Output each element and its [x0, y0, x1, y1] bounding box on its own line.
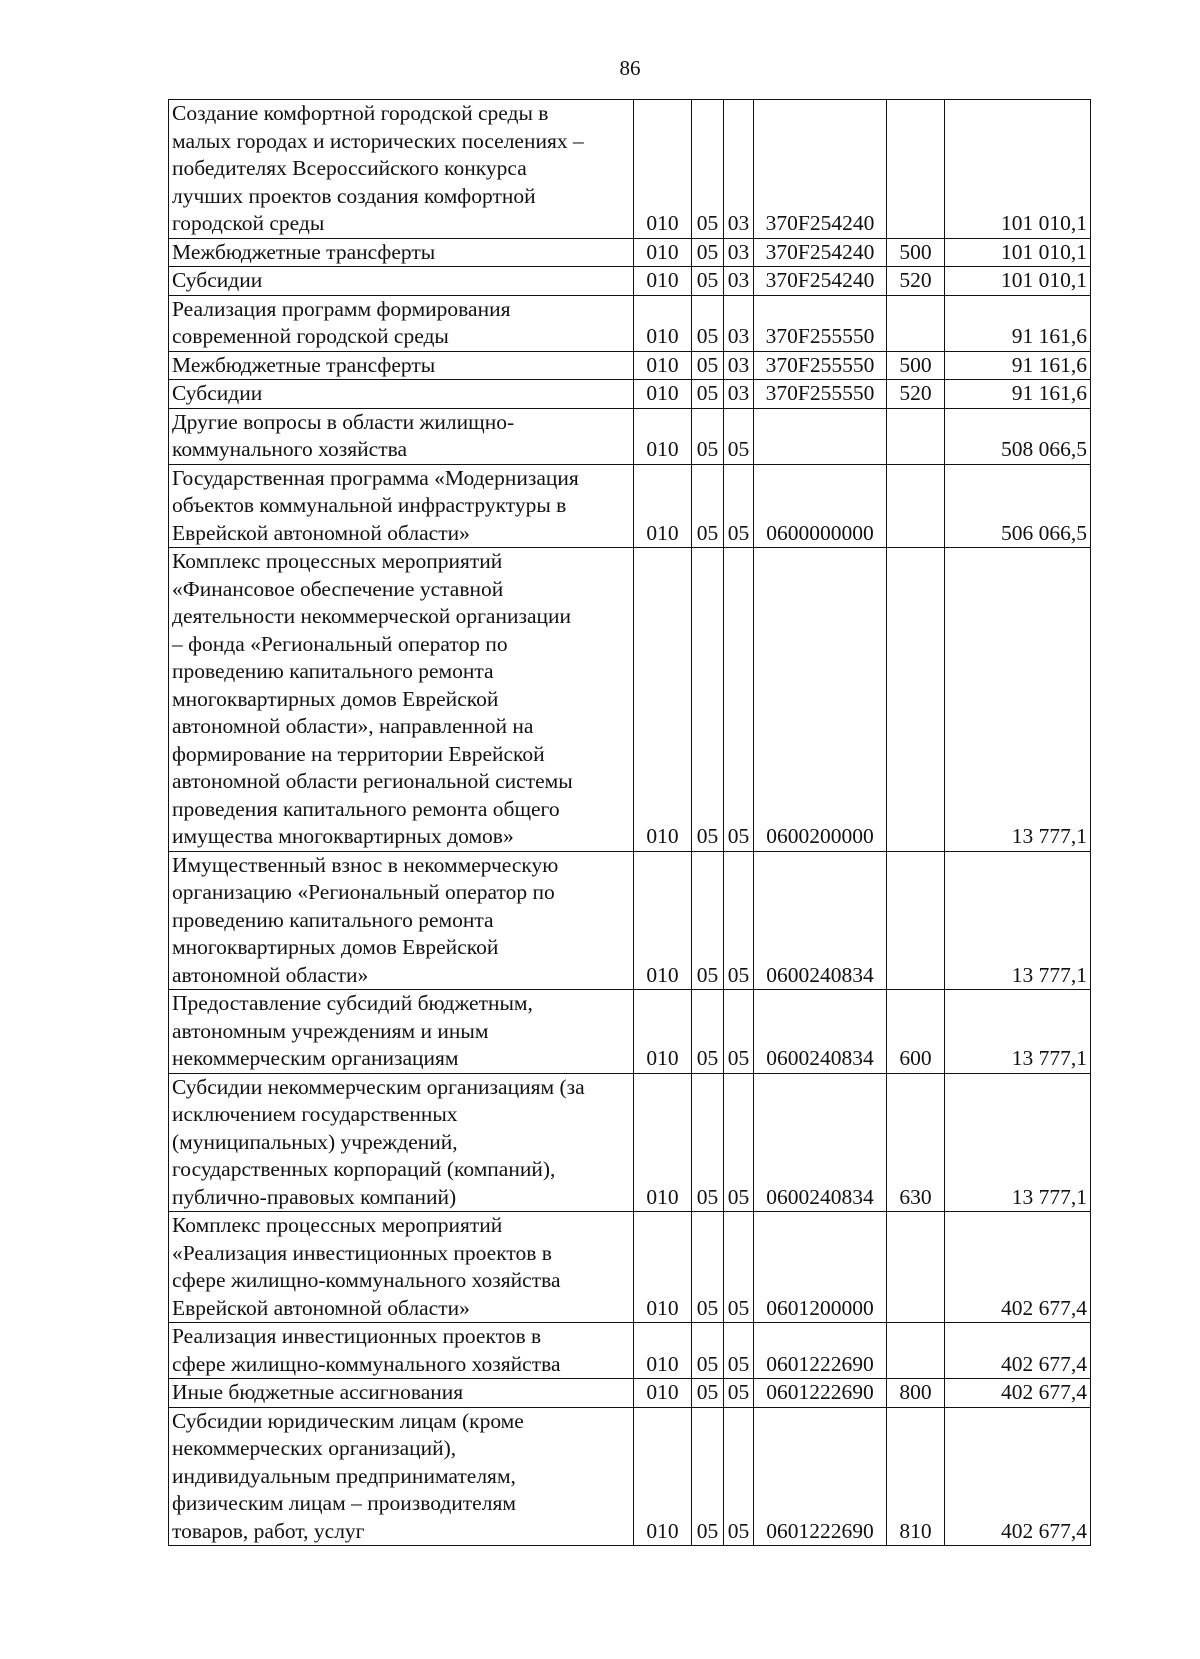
subsection-code-cell: 05 [724, 851, 754, 990]
subsection-code-cell: 05 [724, 1407, 754, 1546]
item-name-line: Межбюджетные трансферты [172, 352, 436, 377]
expense-type-cell: 500 [887, 238, 945, 267]
table-row [169, 100, 1091, 239]
ministry-code-cell: 010 [634, 1212, 692, 1323]
budget-table [168, 99, 1091, 1546]
table-row [169, 1212, 1091, 1323]
item-name-cell [169, 408, 634, 464]
section-code-cell: 05 [692, 1407, 724, 1546]
item-name-line: проведению капитального ремонта [172, 907, 494, 932]
table-row [169, 851, 1091, 990]
section-code-cell: 05 [692, 351, 724, 380]
table-row [169, 408, 1091, 464]
subsection-code-cell: 05 [724, 990, 754, 1074]
item-name-line: исключением государственных [172, 1102, 458, 1126]
item-name-line: некоммерческим организациям [172, 1046, 459, 1070]
item-name-line: «Финансовое обеспечение уставной [172, 576, 504, 601]
ministry-code-cell: 010 [634, 295, 692, 351]
expense-type-cell: 520 [887, 380, 945, 409]
amount-cell: 506 066,5 [945, 464, 1091, 548]
ministry-code-cell: 010 [634, 990, 692, 1074]
amount-cell: 13 777,1 [945, 851, 1091, 990]
item-name-line: Субсидии [172, 381, 263, 405]
item-name-line: имущества многоквартирных домов» [172, 824, 514, 848]
item-name-cell [169, 100, 634, 239]
amount-cell: 13 777,1 [945, 1073, 1091, 1212]
ministry-code-cell: 010 [634, 408, 692, 464]
section-code-cell: 05 [692, 851, 724, 990]
item-name-line: многоквартирных домов Еврейской [172, 686, 499, 711]
target-article-cell: 0601222690 [754, 1379, 887, 1408]
table-row [169, 1073, 1091, 1212]
ministry-code-cell: 010 [634, 238, 692, 267]
expense-type-cell [887, 851, 945, 990]
item-name-line: Реализация программ формирования [172, 296, 511, 321]
target-article-cell: 0600200000 [754, 548, 887, 852]
table-row [169, 238, 1091, 267]
item-name-line: Создание комфортной городской среды в [172, 101, 549, 125]
ministry-code-cell: 010 [634, 351, 692, 380]
item-name-line: объектов коммунальной инфраструктуры в [172, 493, 567, 517]
item-name-line: Комплекс процессных мероприятий [172, 549, 503, 573]
item-name-cell [169, 851, 634, 990]
subsection-code-cell: 05 [724, 548, 754, 852]
expense-type-cell [887, 1323, 945, 1379]
page-number: 86 [619, 56, 641, 80]
section-code-cell: 05 [692, 1212, 724, 1323]
item-name-line: сфере жилищно-коммунального хозяйства [172, 1268, 561, 1292]
table-row [169, 380, 1091, 409]
item-name-line: некоммерческих организаций), [172, 1436, 457, 1460]
section-code-cell: 05 [692, 464, 724, 548]
expense-type-cell: 800 [887, 1379, 945, 1408]
item-name-line: Еврейской автономной области» [172, 520, 470, 545]
amount-cell: 91 161,6 [945, 380, 1091, 409]
table-row [169, 1407, 1091, 1546]
target-article-cell: 370F255550 [754, 380, 887, 409]
target-article-cell [754, 408, 887, 464]
expense-type-cell [887, 464, 945, 548]
section-code-cell: 05 [692, 100, 724, 239]
subsection-code-cell: 03 [724, 351, 754, 380]
item-name-line: товаров, работ, услуг [172, 1518, 365, 1543]
item-name-line: физическим лицам – производителям [172, 1491, 516, 1515]
expense-type-cell [887, 1212, 945, 1323]
item-name-line: – фонда «Региональный оператор по [172, 631, 508, 656]
ministry-code-cell: 010 [634, 548, 692, 852]
ministry-code-cell: 010 [634, 1073, 692, 1212]
item-name-cell [169, 1323, 634, 1379]
item-name-line: малых городах и исторических поселениях – [172, 128, 584, 153]
target-article-cell: 370F255550 [754, 351, 887, 380]
item-name-line: коммунального хозяйства [172, 437, 408, 461]
amount-cell: 13 777,1 [945, 548, 1091, 852]
expense-type-cell [887, 408, 945, 464]
item-name-cell [169, 464, 634, 548]
amount-cell: 402 677,4 [945, 1212, 1091, 1323]
subsection-code-cell: 05 [724, 408, 754, 464]
expense-type-cell: 810 [887, 1407, 945, 1546]
section-code-cell: 05 [692, 267, 724, 296]
subsection-code-cell: 05 [724, 1323, 754, 1379]
ministry-code-cell: 010 [634, 1323, 692, 1379]
amount-cell: 508 066,5 [945, 408, 1091, 464]
item-name-line: проведению капитального ремонта [172, 659, 494, 683]
item-name-cell [169, 267, 634, 296]
target-article-cell: 370F255550 [754, 295, 887, 351]
ministry-code-cell: 010 [634, 1379, 692, 1408]
item-name-line: Комплекс процессных мероприятий [172, 1213, 503, 1237]
amount-cell: 402 677,4 [945, 1379, 1091, 1408]
section-code-cell: 05 [692, 548, 724, 852]
table-row [169, 548, 1091, 852]
item-name-line: автономным учреждениям и иным [172, 1018, 489, 1043]
table-row [169, 1379, 1091, 1408]
subsection-code-cell: 05 [724, 464, 754, 548]
table-row [169, 464, 1091, 548]
item-name-line: Еврейской автономной области» [172, 1295, 470, 1320]
item-name-line: Государственная программа «Модернизация [172, 465, 579, 490]
target-article-cell: 370F254240 [754, 267, 887, 296]
amount-cell: 101 010,1 [945, 267, 1091, 296]
subsection-code-cell: 05 [724, 1212, 754, 1323]
section-code-cell: 05 [692, 990, 724, 1074]
section-code-cell: 05 [692, 1379, 724, 1408]
ministry-code-cell: 010 [634, 100, 692, 239]
table-body [169, 100, 1091, 1546]
item-name-line: деятельности некоммерческой организации [172, 604, 572, 628]
item-name-line: Субсидии [172, 268, 263, 292]
item-name-line: формирование на территории Еврейской [172, 741, 545, 766]
item-name-line: многоквартирных домов Еврейской [172, 935, 499, 959]
item-name-cell [169, 238, 634, 267]
item-name-cell [169, 351, 634, 380]
item-name-cell [169, 990, 634, 1074]
item-name-line: городской среды [172, 211, 325, 235]
item-name-line: организацию «Региональный оператор по [172, 880, 555, 904]
item-name-line: публично-правовых компаний) [172, 1184, 457, 1209]
item-name-line: Имущественный взнос в некоммерческую [172, 852, 559, 877]
item-name-line: лучших проектов создания комфортной [172, 183, 536, 208]
amount-cell: 402 677,4 [945, 1407, 1091, 1546]
target-article-cell: 0601222690 [754, 1323, 887, 1379]
expense-type-cell [887, 100, 945, 239]
subsection-code-cell: 03 [724, 238, 754, 267]
amount-cell: 101 010,1 [945, 238, 1091, 267]
amount-cell: 13 777,1 [945, 990, 1091, 1074]
item-name-line: Субсидии некоммерческим организациям (за [172, 1074, 585, 1099]
item-name-line: индивидуальным предпринимателям, [172, 1463, 516, 1488]
ministry-code-cell: 010 [634, 267, 692, 296]
subsection-code-cell: 05 [724, 1379, 754, 1408]
item-name-cell [169, 1212, 634, 1323]
target-article-cell: 0600000000 [754, 464, 887, 548]
target-article-cell: 0600240834 [754, 1073, 887, 1212]
section-code-cell: 05 [692, 408, 724, 464]
target-article-cell: 0600240834 [754, 990, 887, 1074]
subsection-code-cell: 03 [724, 100, 754, 239]
expense-type-cell: 600 [887, 990, 945, 1074]
target-article-cell: 370F254240 [754, 100, 887, 239]
item-name-line: Реализация инвестиционных проектов в [172, 1324, 542, 1348]
target-article-cell: 370F254240 [754, 238, 887, 267]
target-article-cell: 0601200000 [754, 1212, 887, 1323]
item-name-cell [169, 380, 634, 409]
expense-type-cell: 520 [887, 267, 945, 296]
ministry-code-cell: 010 [634, 464, 692, 548]
item-name-line: Иные бюджетные ассигнования [172, 1380, 464, 1404]
item-name-line: проведения капитального ремонта общего [172, 796, 560, 821]
subsection-code-cell: 03 [724, 295, 754, 351]
item-name-cell [169, 1379, 634, 1408]
subsection-code-cell: 03 [724, 267, 754, 296]
item-name-line: сфере жилищно-коммунального хозяйства [172, 1351, 561, 1376]
expense-type-cell [887, 295, 945, 351]
item-name-line: Предоставление субсидий бюджетным, [172, 991, 533, 1015]
item-name-line: автономной области» [172, 962, 369, 987]
ministry-code-cell: 010 [634, 1407, 692, 1546]
table-row [169, 1323, 1091, 1379]
table-row [169, 351, 1091, 380]
item-name-cell [169, 295, 634, 351]
target-article-cell: 0601222690 [754, 1407, 887, 1546]
item-name-line: государственных корпораций (компаний), [172, 1157, 556, 1181]
expense-type-cell: 630 [887, 1073, 945, 1212]
amount-cell: 402 677,4 [945, 1323, 1091, 1379]
item-name-cell [169, 548, 634, 852]
item-name-line: Другие вопросы в области жилищно- [172, 409, 515, 434]
target-article-cell: 0600240834 [754, 851, 887, 990]
section-code-cell: 05 [692, 1323, 724, 1379]
expense-type-cell: 500 [887, 351, 945, 380]
item-name-line: (муниципальных) учреждений, [172, 1129, 458, 1154]
item-name-line: современной городской среды [172, 324, 449, 348]
section-code-cell: 05 [692, 1073, 724, 1212]
item-name-line: Субсидии юридическим лицам (кроме [172, 1408, 524, 1433]
section-code-cell: 05 [692, 295, 724, 351]
table-row [169, 267, 1091, 296]
section-code-cell: 05 [692, 380, 724, 409]
amount-cell: 91 161,6 [945, 295, 1091, 351]
item-name-line: «Реализация инвестиционных проектов в [172, 1240, 552, 1265]
item-name-line: автономной области региональной системы [172, 769, 573, 793]
item-name-line: автономной области», направленной на [172, 714, 534, 738]
subsection-code-cell: 05 [724, 1073, 754, 1212]
table-row [169, 990, 1091, 1074]
item-name-line: Межбюджетные трансферты [172, 239, 436, 264]
amount-cell: 91 161,6 [945, 351, 1091, 380]
item-name-cell [169, 1407, 634, 1546]
item-name-cell [169, 1073, 634, 1212]
table-row [169, 295, 1091, 351]
item-name-line: победителях Всероссийского конкурса [172, 156, 527, 180]
amount-cell: 101 010,1 [945, 100, 1091, 239]
ministry-code-cell: 010 [634, 851, 692, 990]
subsection-code-cell: 03 [724, 380, 754, 409]
expense-type-cell [887, 548, 945, 852]
ministry-code-cell: 010 [634, 380, 692, 409]
section-code-cell: 05 [692, 238, 724, 267]
